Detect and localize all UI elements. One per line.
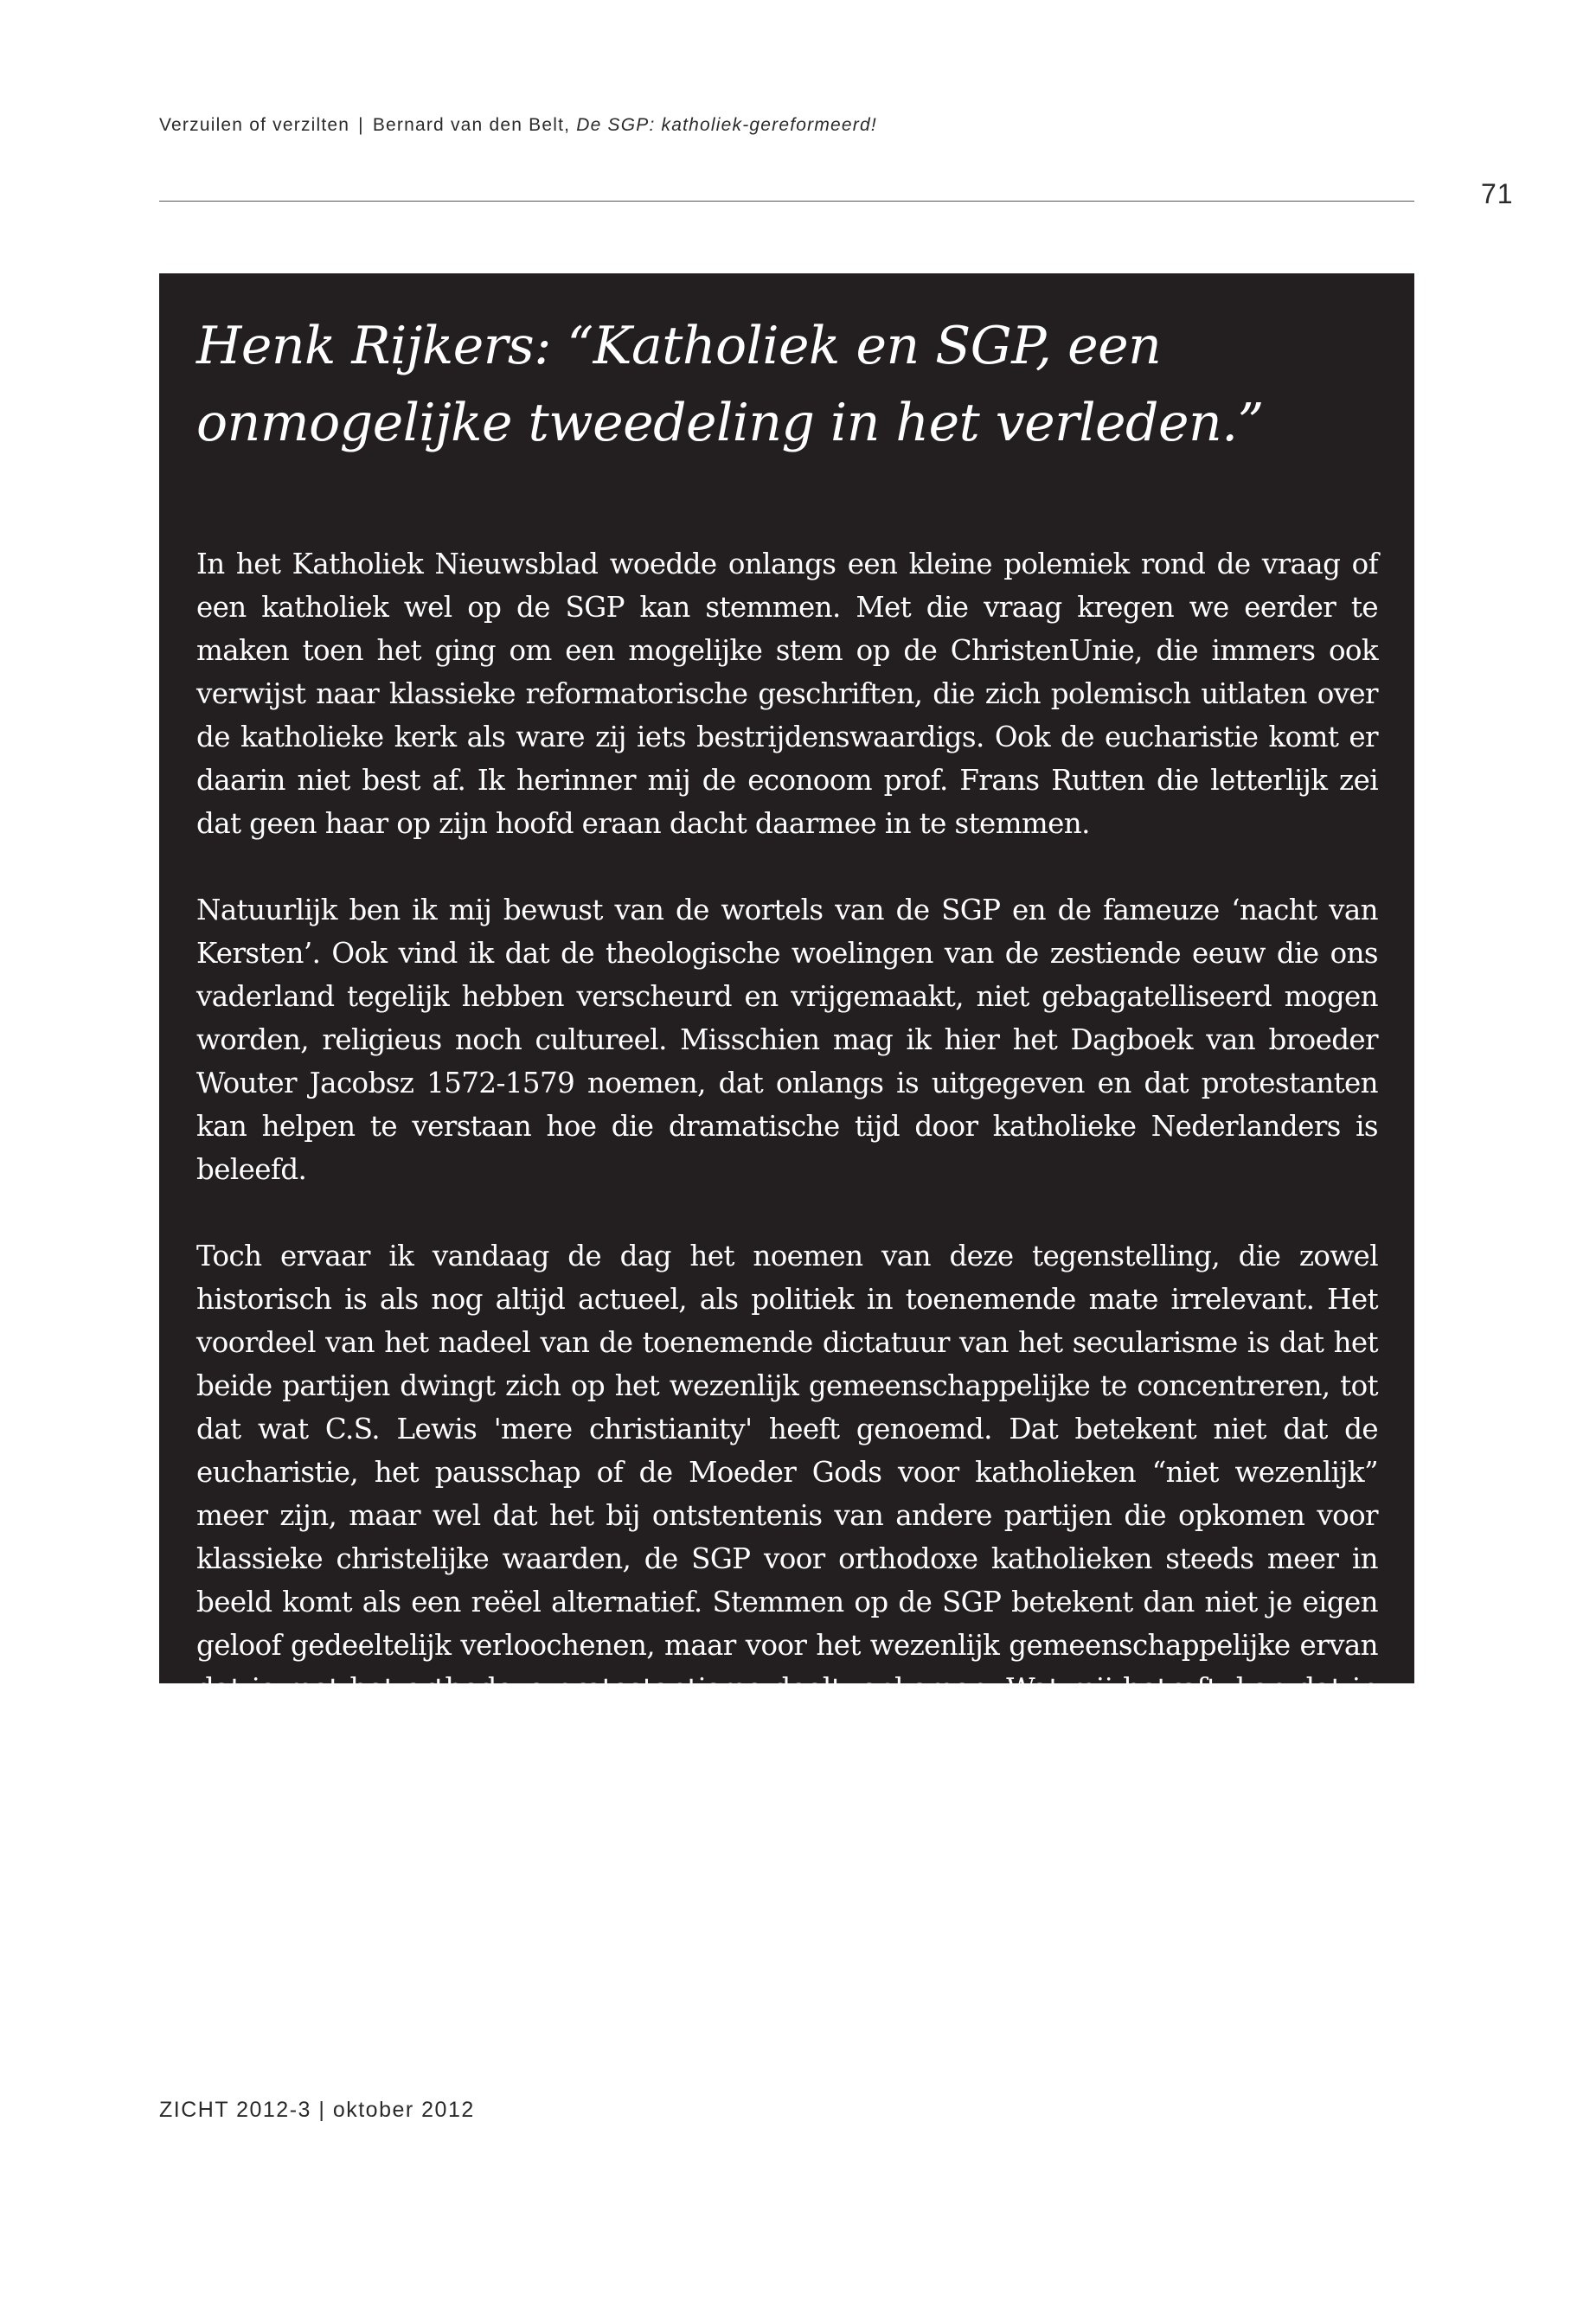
running-head-separator: | (358, 115, 364, 135)
box-paragraph: In het Katholiek Nieuwsblad woedde onlangs een kleine polemiek rond de vraag of een katholiek wel op de SGP kan stemmen. Met die vraag kregen we eerder te maken toen het ging om een mogelijke stem op de ChristenUnie, die immers ook verwijst naar klassieke reformatorische geschriften, die zich polemisch uitlaten over de katholieke kerk als ware zij iets bestrijdenswaardigs. Ook de eucharistie komt er daarin niet best af. Ik herinner mij de econoom prof. Frans Rutten die letterlijk zei dat geen haar op zijn hoofd eraan dacht daarmee in te stemmen. (196, 548, 1378, 840)
running-head-article-title: De SGP: katholiek-gereformeerd! (576, 115, 877, 135)
running-head (159, 115, 1413, 136)
box-body (196, 542, 1378, 1753)
box-paragraph: Toch ervaar ik vandaag de dag het noemen van deze tegenstelling, die zowel historisch is als nog altijd actueel, als politiek in toenemende mate irrelevant. Het voordeel van het nadeel van de toenemende dictatuur van het secularisme is dat het beide partijen dwingt zich op het wezenlijk gemeenschappelijke te concentreren, tot dat wat C.S. Lewis 'mere christianity' heeft genoemd. Dat betekent niet dat de eucharistie, het pausschap of de Moeder Gods voor katholieken “niet wezenlijk” meer zijn, maar wel dat het bij ontstentenis van andere partijen die opkomen voor klassieke christelijke waarden, de SGP voor orthodoxe katholieken steeds meer in beeld komt als een reëel alternatief. Stemmen op de SGP betekent dan niet je eigen geloof gedeeltelijk verloochenen, maar voor het wezenlijk gemeenschappelijke ervan dat je met het orthodoxe protestantisme deelt, opkomen. Wat mij betreft, kan dat in hartelijke verbondenheid. (196, 1240, 1378, 1748)
header-rule (159, 201, 1414, 202)
page-number: 71 (1481, 178, 1514, 209)
box-paragraph: Natuurlijk ben ik mij bewust van de wortels van de SGP en de fameuze ‘nacht van Kersten’. Ook vind ik dat de theologische woelingen van de zestiende eeuw die ons vaderland tegelijk hebben verscheurd en vrijgemaakt, niet gebagatelliseerd mogen worden, religieus noch cultureel. Misschien mag ik hier het Dagboek van broeder Wouter Jacobsz 1572-1579 noemen, dat onlangs is uitgegeven en dat protestanten kan helpen te verstaan hoe die dramatische tijd door katholieke Nederlanders is beleefd. (196, 894, 1378, 1186)
interview-box (159, 273, 1414, 1748)
running-head-author: Bernard van den Belt, (372, 115, 571, 135)
box-title: Henk Rijkers: “Katholiek en SGP, een onmogelijke tweedeling in het verleden.” (196, 316, 1264, 453)
footer-issue: ZICHT 2012-3 | oktober 2012 (159, 2098, 475, 2122)
running-head-series: Verzuilen of verzilten (159, 115, 350, 135)
